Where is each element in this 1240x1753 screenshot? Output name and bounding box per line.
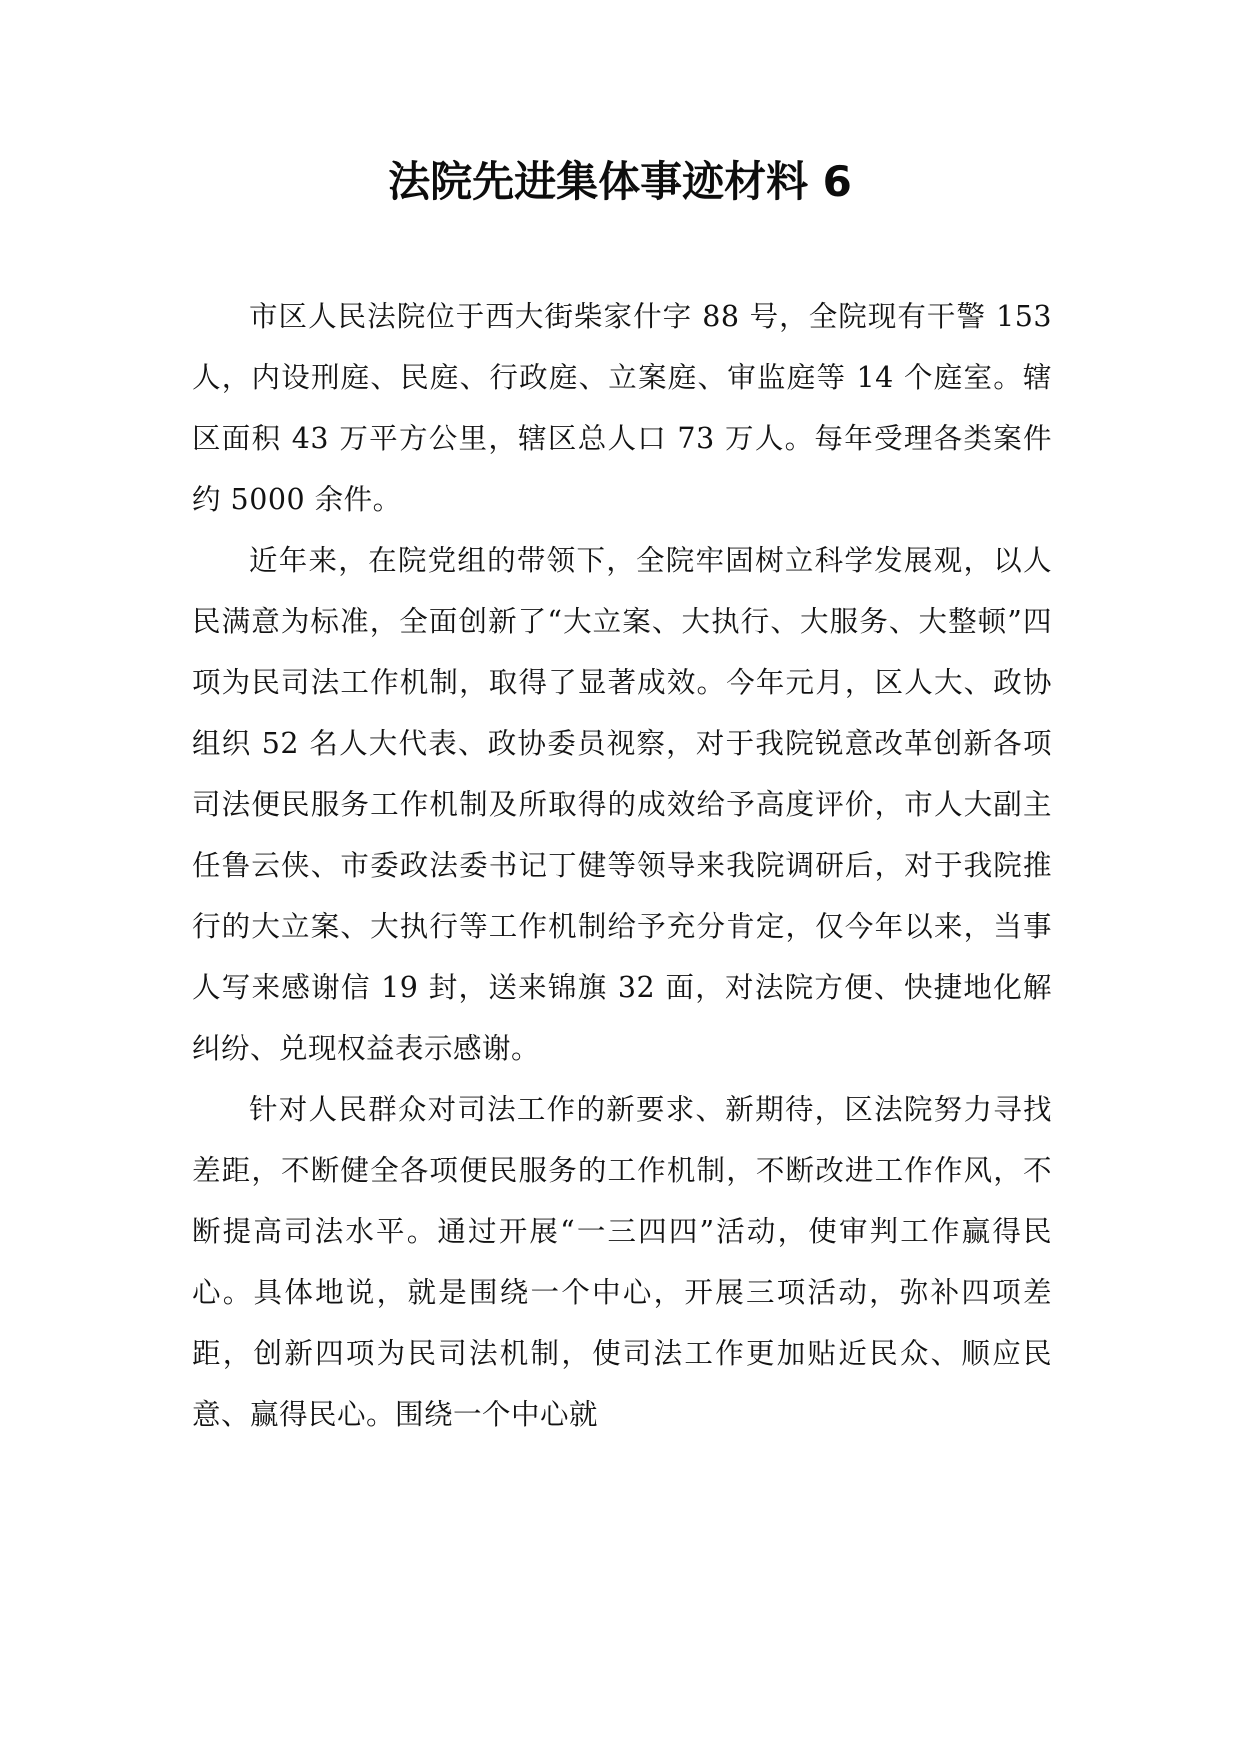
paragraph-3: 针对人民群众对司法工作的新要求、新期待，区法院努力寻找差距，不断健全各项便民服务的工作机制，不断改进工作作风，不断提高司法水平。通过开展“一三四四”活动，使审判工作赢得民心。具体地说，就是围绕一个中心，开展三项活动，弥补四项差距，创新四项为民司法机制，使司法工作更加贴近民众、顺应民意、赢得民心。围绕一个中心就 — [192, 1093, 1052, 1431]
paragraph-1: 市区人民法院位于西大街柴家什字 88 号，全院现有干警 153 人，内设刑庭、民庭、行政庭、立案庭、审监庭等 14 个庭室。辖区面积 43 万平方公里，辖区总人口 73 万人。每年受理各类案件约 5000 余件。 — [192, 300, 1052, 516]
document-title: 法院先进集体事迹材料 6 — [388, 157, 852, 206]
paragraph-2: 近年来，在院党组的带领下，全院牢固树立科学发展观，以人民满意为标准，全面创新了“大立案、大执行、大服务、大整顿”四项为民司法工作机制，取得了显著成效。今年元月，区人大、政协组织 52 名人大代表、政协委员视察，对于我院锐意改革创新各项司法便民服务工作机制及所取得的成效给予高度评价，市人大副主任鲁云侠、市委政法委书记丁健等领导来我院调研后，对于我院推行的大立案、大执行等工作机制给予充分肯定，仅今年以来，当事人写来感谢信 19 封，送来锦旗 32 面，对法院方便、快捷地化解纠纷、兑现权益表示感谢。 — [192, 544, 1052, 1065]
document-body — [192, 286, 1052, 1445]
